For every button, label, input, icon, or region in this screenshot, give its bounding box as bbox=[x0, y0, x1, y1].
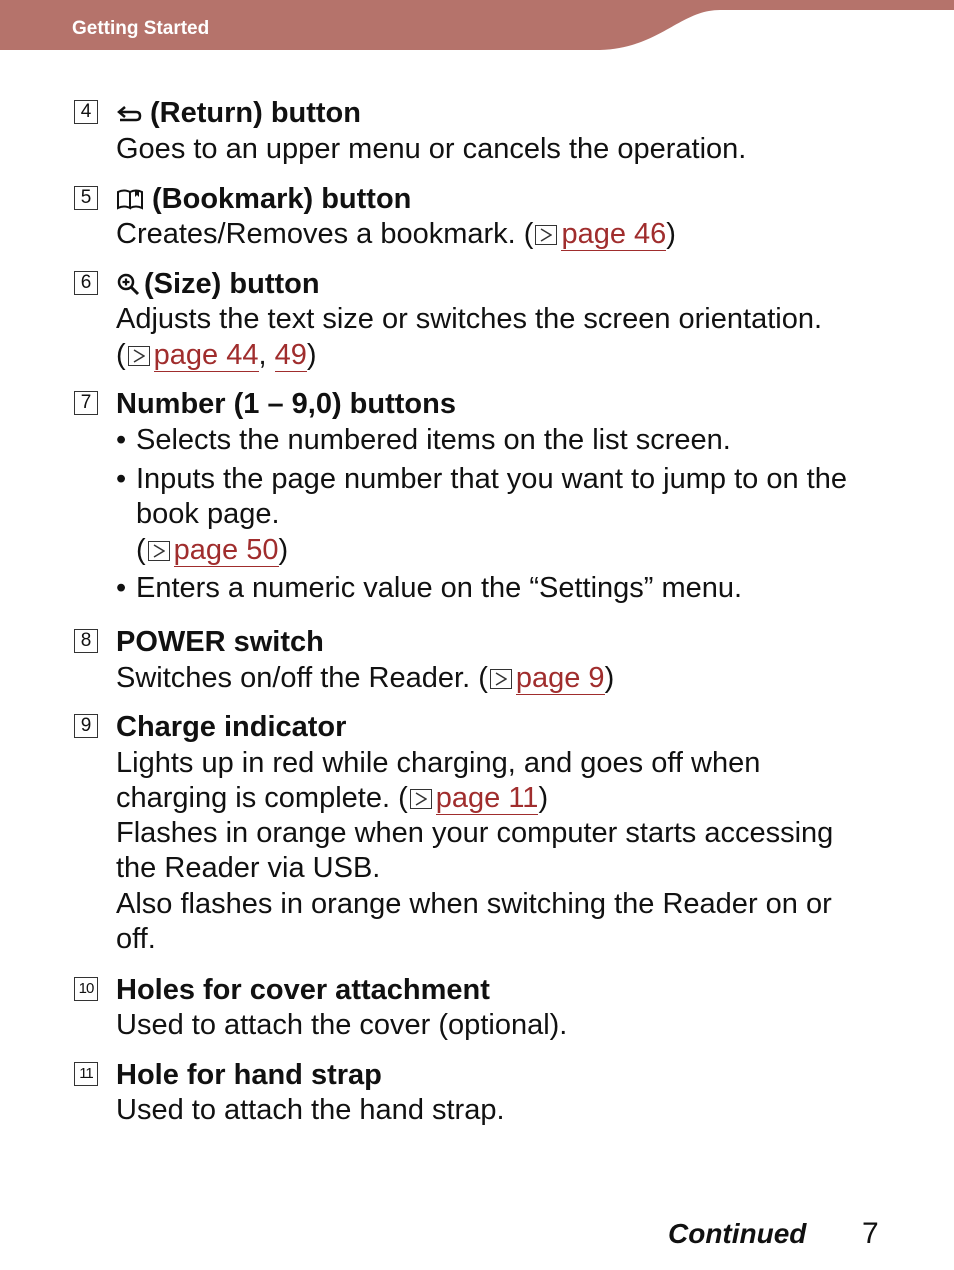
item-title: POWER switch bbox=[116, 626, 324, 658]
page-number: 7 bbox=[862, 1217, 879, 1250]
item-number: 4 bbox=[74, 100, 98, 124]
page-link[interactable]: page 50 bbox=[173, 534, 279, 566]
item-number: 5 bbox=[74, 186, 98, 210]
page-ref-icon bbox=[128, 346, 150, 366]
page-ref-icon bbox=[490, 669, 512, 689]
item-number: 10 bbox=[74, 977, 98, 1001]
item-description: Used to attach the cover (optional). bbox=[116, 1009, 568, 1041]
section-header bbox=[0, 0, 954, 52]
item-title: Hole for hand strap bbox=[116, 1059, 382, 1091]
page-link[interactable]: page 9 bbox=[515, 662, 605, 694]
page-ref-icon bbox=[535, 225, 557, 245]
item-number: 7 bbox=[74, 391, 98, 415]
page-link[interactable]: page 44 bbox=[153, 339, 259, 371]
item-title: Number (1 – 9,0) buttons bbox=[116, 388, 456, 420]
item-number: 8 bbox=[74, 629, 98, 653]
section-title: Getting Started bbox=[72, 18, 210, 39]
item-number: 9 bbox=[74, 714, 98, 738]
item-number: 11 bbox=[74, 1062, 98, 1086]
page-link[interactable]: page 11 bbox=[435, 782, 539, 814]
item-description: Goes to an upper menu or cancels the operation. bbox=[116, 133, 747, 165]
item-number: 6 bbox=[74, 271, 98, 295]
continued-label: Continued bbox=[668, 1218, 807, 1249]
item-description: Used to attach the hand strap. bbox=[116, 1094, 505, 1126]
page-link[interactable]: page 46 bbox=[561, 218, 667, 250]
item-description: Adjusts the text size or switches the screen orientation. bbox=[116, 303, 823, 335]
zoom-magnifier-icon bbox=[116, 270, 140, 304]
page-ref-icon bbox=[148, 541, 170, 561]
item-title: (Return) button bbox=[150, 97, 361, 129]
item-title: (Bookmark) button bbox=[152, 183, 412, 215]
item-title: Charge indicator bbox=[116, 711, 347, 743]
page-link[interactable]: 49 bbox=[274, 339, 307, 371]
page-ref-icon bbox=[410, 789, 432, 809]
item-title: (Size) button bbox=[144, 268, 320, 300]
bookmark-book-icon bbox=[116, 185, 146, 219]
item-title: Holes for cover attachment bbox=[116, 974, 490, 1006]
return-arrow-icon bbox=[116, 99, 144, 133]
